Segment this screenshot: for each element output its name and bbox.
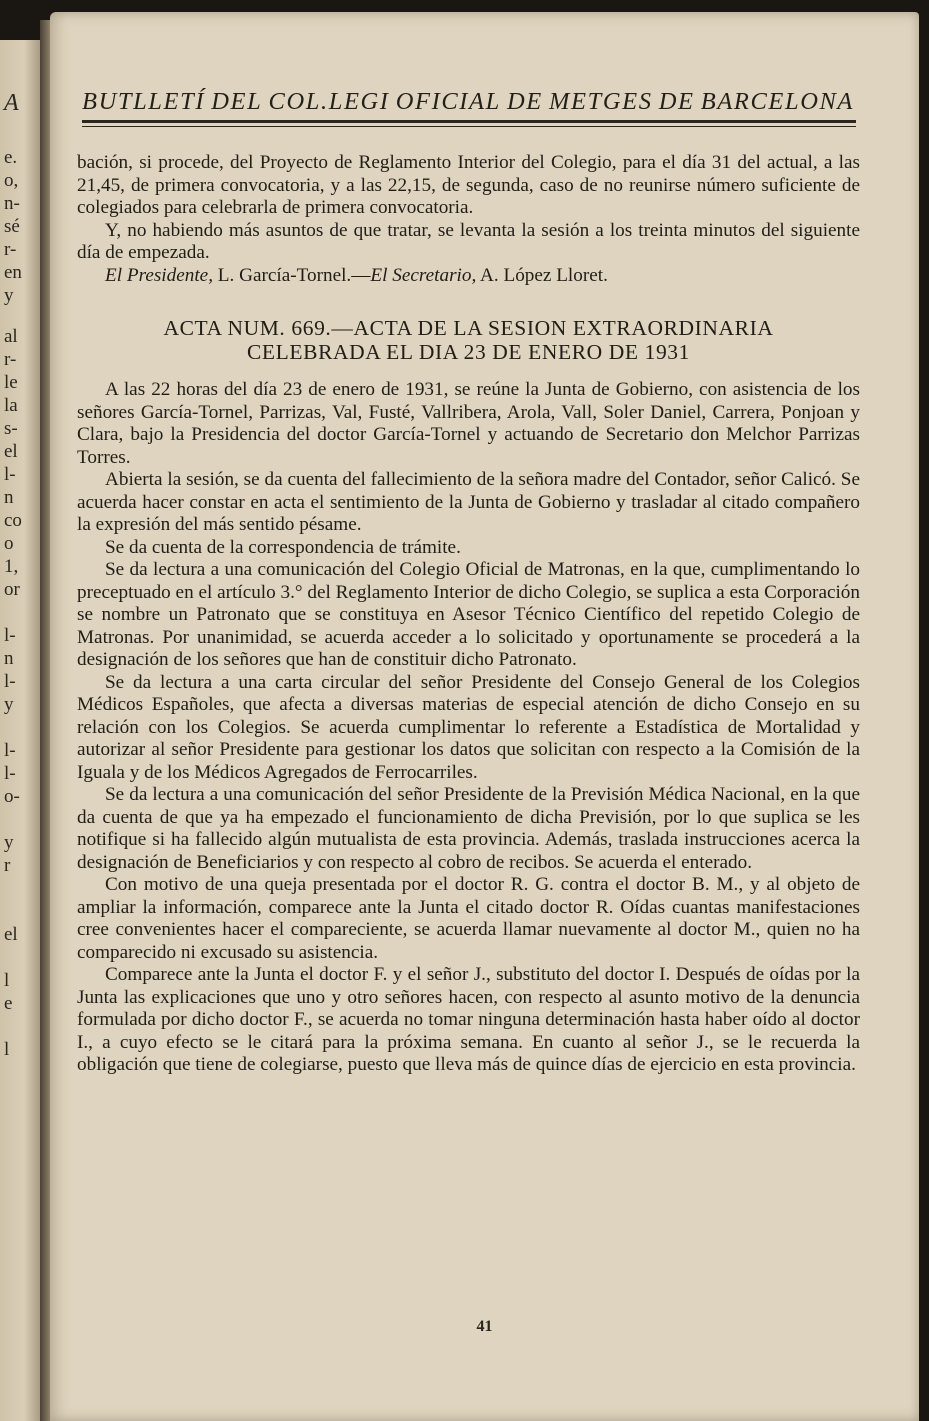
facing-page-fragment: y (4, 832, 14, 853)
header-rule-thin (82, 126, 856, 127)
facing-page-fragment: sé (4, 216, 20, 237)
facing-page-fragment: A (4, 90, 19, 116)
running-head-word: METGES (549, 88, 653, 115)
president-name: L. García-Tornel.— (213, 264, 371, 286)
facing-page-edge (0, 40, 40, 1421)
facing-page-fragment: or (4, 579, 20, 600)
header-rule-thick (82, 120, 856, 123)
facing-page-fragment: o, (4, 170, 19, 191)
intro-paragraph: Y, no habiendo más asuntos de que tratar, se levanta la sesión a los treinta minutos del siguiente día de empezada. (77, 219, 860, 263)
facing-page-fragment: 1, (4, 556, 19, 577)
facing-page-fragment: y (4, 285, 14, 306)
minutes-paragraph: Se da cuenta de la correspondencia de trámite. (105, 536, 461, 558)
intro-paragraph: bación, si procede, del Proyecto de Reglamento Interior del Colegio, para el día 31 del actual, a las 21,45, de primera convocatoria, y a las 22,15, de segunda, caso de no reunirse número suficiente de colegiados para celebrarla de primera convocatoria. (77, 152, 860, 218)
facing-page-fragment: l- (4, 740, 16, 761)
minutes-paragraph: A las 22 horas del día 23 de enero de 1931, se reúne la Junta de Gobierno, con asistencia de los señores García-Tornel, Parrizas, Val, Fusté, Vallribera, Arola, Vall, Soler Daniel, Carrera, Ponjoan y Clara, bajo la Presidencia del doctor García-Tornel y actuando de Secretario don Melchor Parrizas Torres. (77, 379, 860, 468)
running-head (82, 88, 854, 116)
facing-page-fragment: o (4, 533, 14, 554)
minutes-paragraph: Comparece ante la Junta el doctor F. y el señor J., substituto del doctor I. Después de oídas por la Junta las explicaciones que uno y otro señores hacen, con respecto al asunto motivo de la denuncia formulada por dicho doctor F., se acuerda no tomar ninguna determinación hasta haber oído al doctor I., a cuyo efecto se le citará para la próxima semana. En cuanto al señor J., se le recuerda la obligación que tiene de colegiarse, puesto que lleva más de quince días de ejercicio en esta provincia. (77, 964, 860, 1075)
section-title-line: CELEBRADA EL DIA 23 DE ENERO DE 1931 (246, 340, 690, 364)
article-body (77, 152, 860, 1077)
facing-page-fragment: n- (4, 193, 20, 214)
minutes-paragraph: Se da lectura a una comunicación del señor Presidente de la Previsión Médica Nacional, en la que da cuenta de que ya ha empezado el funcionamiento de dicha Previsión, por lo que suplica se les notifique si ha fallecido algún mutualista de esta provincia. Además, traslada instrucciones acerca la designación de Beneficiarios y con respecto al cobro de recibos. Se acuerda el enterado. (77, 784, 860, 873)
facing-page-fragment: el (4, 924, 18, 945)
section-title (77, 316, 860, 364)
president-role: El Presidente, (105, 264, 213, 286)
facing-page-fragment: s- (4, 418, 18, 439)
facing-page-fragment: o- (4, 786, 20, 807)
running-head-word: COL.LEGI (268, 88, 390, 115)
facing-page-fragment: l- (4, 625, 16, 646)
facing-page-fragment: n (4, 648, 14, 669)
minutes-paragraph: Se da lectura a una carta circular del señor Presidente del Consejo General de los Colegios Médicos Españoles, que afecta a diversas materias de especial atención de dicho Consejo en su relación con los Colegios. Se acuerda cumplimentar lo referente a Estadística de Mortalidad y autorizar al señor Presidente para gestionar los datos que solicitan con respecto a la Comisión de la Iguala y de los Médicos Agregados de Ferrocarriles. (77, 671, 860, 783)
facing-page-fragment: r- (4, 349, 17, 370)
facing-page-fragment: l (4, 1039, 10, 1060)
facing-page-fragment: al (4, 326, 18, 347)
facing-page-fragment: n (4, 487, 14, 508)
minutes-paragraph: Se da lectura a una comunicación del Colegio Oficial de Matronas, en la que, cumplimentando lo preceptuado en el artículo 3.° del Reglamento Interior de dicho Colegio, se suplica a esta Corporación se nombre un Patronato que se constituya en Asesor Técnico Científico del repetido Colegio de Matronas. Por unanimidad, se acuerda acceder a lo solicitado y oportunamente se procederá a la designación de los señores que han de constituir dicho Patronato. (77, 559, 860, 670)
running-head-word: BUTLLETÍ (82, 88, 206, 115)
facing-page-fragment: l- (4, 671, 16, 692)
facing-page-fragment: en (4, 262, 22, 283)
facing-page-fragment: l- (4, 464, 16, 485)
minutes-paragraph: Abierta la sesión, se da cuenta del fallecimiento de la señora madre del Contador, señor Calicó. Se acuerda hacer constar en acta el sentimiento de la Junta de Gobierno y trasladar al citado compañero la expresión del más sentido pésame. (77, 469, 860, 535)
facing-page-fragment: y (4, 694, 14, 715)
facing-page-fragment: co (4, 510, 22, 531)
running-head-word: DEL (211, 88, 263, 115)
facing-page-fragment: l- (4, 763, 16, 784)
running-head-word: BARCELONA (700, 88, 854, 115)
facing-page-fragment: le (4, 372, 18, 393)
section-title-line: ACTA NUM. 669.—ACTA DE LA SESION EXTRAORDINARIA (163, 316, 774, 340)
facing-page-fragment: e (4, 993, 13, 1014)
minutes-paragraph: Con motivo de una queja presentada por el doctor R. G. contra el doctor B. M., y al objeto de ampliar la información, comparece ante la Junta el citado doctor R. Oídas cuantas manifestaciones cree convenientes hacer el compareciente, se acuerda llamar nuevamente al doctor M., quien no ha comparecido ni excusado su asistencia. (77, 874, 860, 963)
secretary-name: A. López Lloret. (476, 264, 608, 286)
running-head-word: OFICIAL (395, 88, 501, 115)
facing-page-fragment: e. (4, 147, 18, 168)
facing-page-fragment: r (4, 855, 11, 876)
secretary-role: El Secretario, (370, 264, 477, 286)
running-head-word: DE (507, 88, 543, 115)
facing-page-fragment: l (4, 970, 10, 991)
book-page (50, 12, 919, 1421)
running-head-word: DE (658, 88, 695, 115)
facing-page-fragment: el (4, 441, 18, 462)
facing-page-fragment: r- (4, 239, 17, 260)
signature-line (77, 265, 860, 288)
page-number: 41 (476, 1318, 493, 1335)
facing-page-fragment: la (4, 395, 18, 416)
